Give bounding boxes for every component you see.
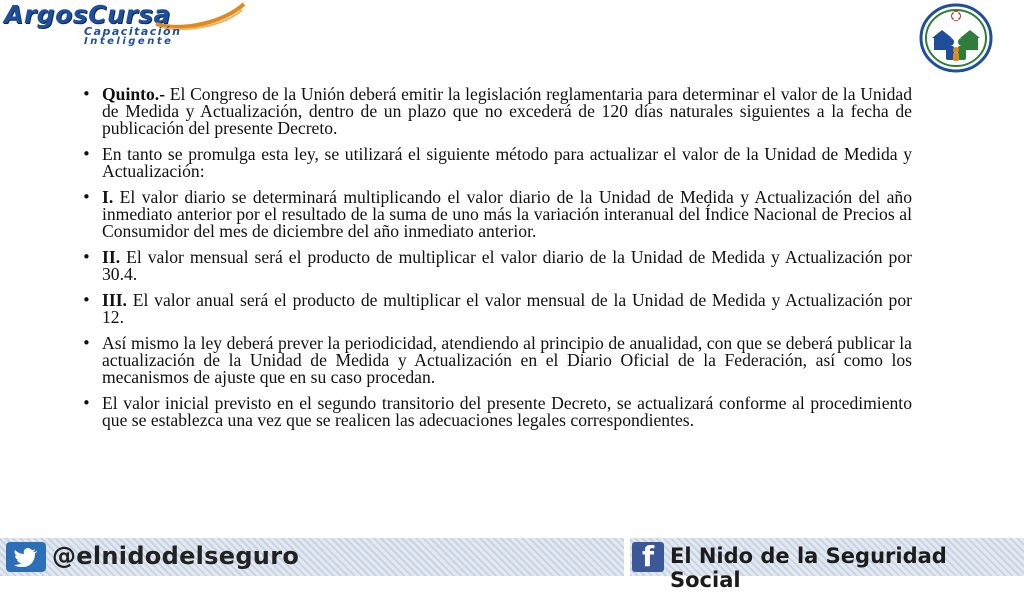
bullet-list <box>80 86 912 429</box>
list-item <box>80 189 912 240</box>
bullet-dot-icon: • <box>82 145 91 163</box>
item-text: El valor anual será el producto de multiplicar el valor mensual de la Unidad de Medida y Actualización por 12. <box>102 290 912 327</box>
list-item <box>80 335 912 386</box>
bullet-dot-icon: • <box>82 394 91 412</box>
bullet-dot-icon: • <box>82 188 91 206</box>
footer-divider <box>624 538 630 576</box>
item-text: El Congreso de la Unión deberá emitir la legislación reglamentaria para determinar el valor de la Unidad de Medida y Actualización, dentro de un plazo que no excederá de 120 días naturales siguientes a la fecha de publicación del presente Decreto. <box>102 84 912 138</box>
item-text: El valor inicial previsto en el segundo transitorio del presente Decreto, se actualizará conforme al procedimiento que se establezca una vez que se realicen las adecuaciones legales correspondientes. <box>102 393 912 430</box>
twitter-bird-shape <box>6 542 46 572</box>
item-text: El valor diario se determinará multiplicando el valor diario de la Unidad de Medida y Actualización del año inmediato anterior por el resultado de la suma de uno más la variación interanual del Índice Nacional de Precios al Consumidor del mes de diciembre del año inmediato anterior. <box>102 187 912 241</box>
list-item <box>80 249 912 283</box>
bullet-dot-icon: • <box>82 85 91 103</box>
list-item <box>80 292 912 326</box>
list-item <box>80 146 912 180</box>
social-footer-banner <box>0 538 1024 592</box>
bullet-dot-icon: • <box>82 291 91 309</box>
logo-tagline-2: Inteligente <box>84 36 174 47</box>
item-text: El valor mensual será el producto de multiplicar el valor diario de la Unidad de Medida y Actualización por 30.4. <box>102 247 912 284</box>
list-item <box>80 395 912 429</box>
item-label: I. <box>102 187 114 207</box>
facebook-f-icon[interactable] <box>632 542 664 572</box>
twitter-handle-link[interactable]: @elnidodelseguro <box>52 542 300 570</box>
bullet-dot-icon: • <box>82 248 91 266</box>
facebook-page-link[interactable]: El Nido de la Seguridad Social <box>670 544 947 592</box>
logo-brand-text: ArgosCursa <box>4 0 171 29</box>
family-home-health-emblem-icon <box>918 2 994 74</box>
twitter-bird-icon[interactable] <box>6 542 46 572</box>
bullet-dot-icon: • <box>82 334 91 352</box>
item-text: En tanto se promulga esta ley, se utilizará el siguiente método para actualizar el valor de la Unidad de Medida y Actualización: <box>102 144 912 181</box>
argoscursa-logo <box>4 2 244 46</box>
item-label: Quinto.- <box>102 84 166 104</box>
list-item <box>80 86 912 137</box>
item-label: III. <box>102 290 127 310</box>
slide-content <box>80 86 912 438</box>
item-text: Así mismo la ley deberá prever la periodicidad, atendiendo al principio de anualidad, con que se deberá publicar la actualización de la Unidad de Medida y Actualización en el Diario Oficial de la Federación, así como los mecanismos de ajuste que en su caso procedan. <box>102 333 912 387</box>
item-label: II. <box>102 247 121 267</box>
logo-tagline-1: Capacitación <box>84 25 182 38</box>
facebook-glyph: f <box>642 540 655 573</box>
